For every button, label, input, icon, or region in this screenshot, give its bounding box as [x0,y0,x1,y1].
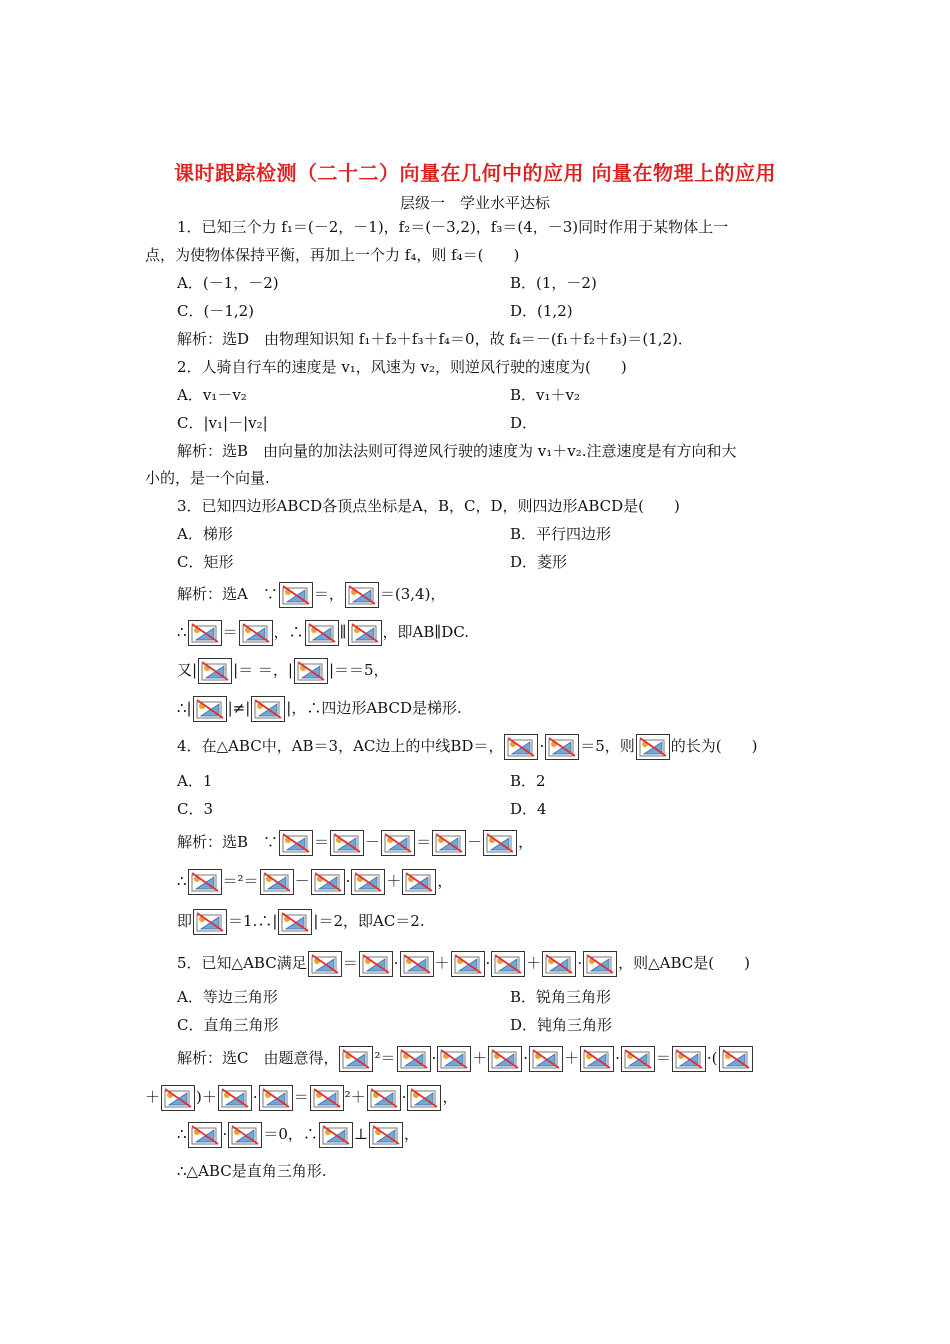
q1-option-d: D．(1,2) [510,302,573,320]
broken-image-icon [308,951,342,977]
broken-image-icon [583,951,617,977]
broken-image-icon [488,1046,522,1072]
broken-image-icon [198,658,232,684]
broken-image-icon [193,909,227,935]
broken-image-icon [351,869,385,895]
broken-image-icon [260,869,294,895]
q4-solution-line1: 解析：选B ∵ ＝ － ＝ － ， [177,830,533,856]
broken-image-icon [239,620,273,646]
broken-image-icon [228,1122,262,1148]
broken-image-icon [359,951,393,977]
broken-image-icon [279,582,313,608]
q3-solution-line3: 又| |＝ ＝，| |＝＝5， [177,658,389,684]
broken-image-icon [491,951,525,977]
broken-image-icon [161,1085,195,1111]
broken-image-icon [529,1046,563,1072]
page-title: 课时跟踪检测（二十二）向量在几何中的应用 向量在物理上的应用 [174,161,776,185]
broken-image-icon [504,734,538,760]
broken-image-icon [542,951,576,977]
broken-image-icon [636,734,670,760]
q5-option-a: A．等边三角形 [177,988,278,1006]
broken-image-icon [407,1085,441,1111]
q2-option-a: A．v₁－v₂ [177,386,247,404]
q5-option-c: C．直角三角形 [177,1016,279,1034]
q3-option-c: C．矩形 [177,553,234,571]
q3-solution-line1: 解析：选A ∵ ＝， ＝(3,4)， [177,582,445,608]
q5-solution-line1: 解析：选C 由题意得， ²＝ · ＋ · ＋ · ＝ ·( [177,1046,754,1072]
broken-image-icon [188,620,222,646]
broken-image-icon [397,1046,431,1072]
broken-image-icon [545,734,579,760]
q4-option-a: A．1 [177,772,213,790]
q5-stem: 5．已知△ABC满足 ＝ · ＋ · ＋ · ，则△ABC是( ) [177,951,750,977]
q1-solution: 解析：选D 由物理知识知 f₁＋f₂＋f₃＋f₄＝0，故 f₄＝－(f₁＋f₂＋f₃)＝(1,2)． [177,330,693,348]
broken-image-icon [279,830,313,856]
q2-solution-line1: 解析：选B 由向量的加法法则可得逆风行驶的速度为 v₁＋v₂.注意速度是有方向和大 [177,442,737,460]
q5-solution-line4: ∴△ABC是直角三角形. [177,1162,327,1180]
broken-image-icon [319,1122,353,1148]
q2-stem: 2．人骑自行车的速度是 v₁，风速为 v₂，则逆风行驶的速度为( ) [177,358,627,376]
q3-option-d: D．菱形 [510,553,568,571]
q4-option-c: C．3 [177,800,214,818]
broken-image-icon [251,696,285,722]
broken-image-icon [402,869,436,895]
broken-image-icon [259,1085,293,1111]
q3-solution-line4: ∴| |≠| |，∴四边形ABCD是梯形. [177,696,462,722]
broken-image-icon [719,1046,753,1072]
q3-solution-line2: ∴ ＝ ，∴ ∥ ，即AB∥DC. [177,620,469,646]
broken-image-icon [305,620,339,646]
q5-solution-line2: ＋ )＋ · ＝ ²＋ · ， [145,1085,457,1111]
q1-stem-line2: 点，为使物体保持平衡，再加上一个力 f₄，则 f₄＝( ) [145,246,520,264]
broken-image-icon [367,1085,401,1111]
broken-image-icon [278,909,312,935]
broken-image-icon [432,830,466,856]
q1-stem-line1: 1．已知三个力 f₁＝(－2，－1)，f₂＝(－3,2)，f₃＝(4，－3)同时作用于某物体上一 [177,218,729,236]
broken-image-icon [339,1046,373,1072]
broken-image-icon [193,696,227,722]
broken-image-icon [310,1085,344,1111]
q1-option-b: B．(1，－2) [510,274,597,292]
q1-option-a: A．(－1，－2) [177,274,279,292]
q4-solution-line3: 即 ＝1.∴| |＝2，即AC＝2. [177,909,425,935]
q5-solution-line3: ∴ · ＝0，∴ ⊥ ， [177,1122,419,1148]
q5-option-b: B．锐角三角形 [510,988,612,1006]
broken-image-icon [345,582,379,608]
q4-option-d: D．4 [510,800,547,818]
broken-image-icon [621,1046,655,1072]
q4-option-b: B．2 [510,772,546,790]
broken-image-icon [294,658,328,684]
q1-option-c: C．(－1,2) [177,302,255,320]
q5-option-d: D．钝角三角形 [510,1016,613,1034]
q2-option-b: B．v₁＋v₂ [510,386,580,404]
q4-stem: 4．在△ABC中，AB＝3，AC边上的中线BD＝， · ＝5，则 的长为( ) [177,734,758,760]
broken-image-icon [311,869,345,895]
broken-image-icon [369,1122,403,1148]
section-subtitle: 层级一 学业水平达标 [399,194,550,212]
broken-image-icon [188,1122,222,1148]
broken-image-icon [218,1085,252,1111]
broken-image-icon [348,620,382,646]
broken-image-icon [437,1046,471,1072]
broken-image-icon [483,830,517,856]
broken-image-icon [672,1046,706,1072]
q4-solution-line2: ∴ ＝²＝ － · ＋ ， [177,869,452,895]
q2-option-c: C．|v₁|－|v₂| [177,414,268,432]
broken-image-icon [381,830,415,856]
q3-option-a: A．梯形 [177,525,233,543]
broken-image-icon [451,951,485,977]
q2-option-d: D． [510,414,538,432]
broken-image-icon [188,869,222,895]
q2-solution-line2: 小的，是一个向量. [145,469,270,487]
broken-image-icon [400,951,434,977]
broken-image-icon [330,830,364,856]
broken-image-icon [580,1046,614,1072]
q3-stem: 3．已知四边形ABCD各顶点坐标是A，B，C，D，则四边形ABCD是( ) [177,497,680,515]
q3-option-b: B．平行四边形 [510,525,612,543]
